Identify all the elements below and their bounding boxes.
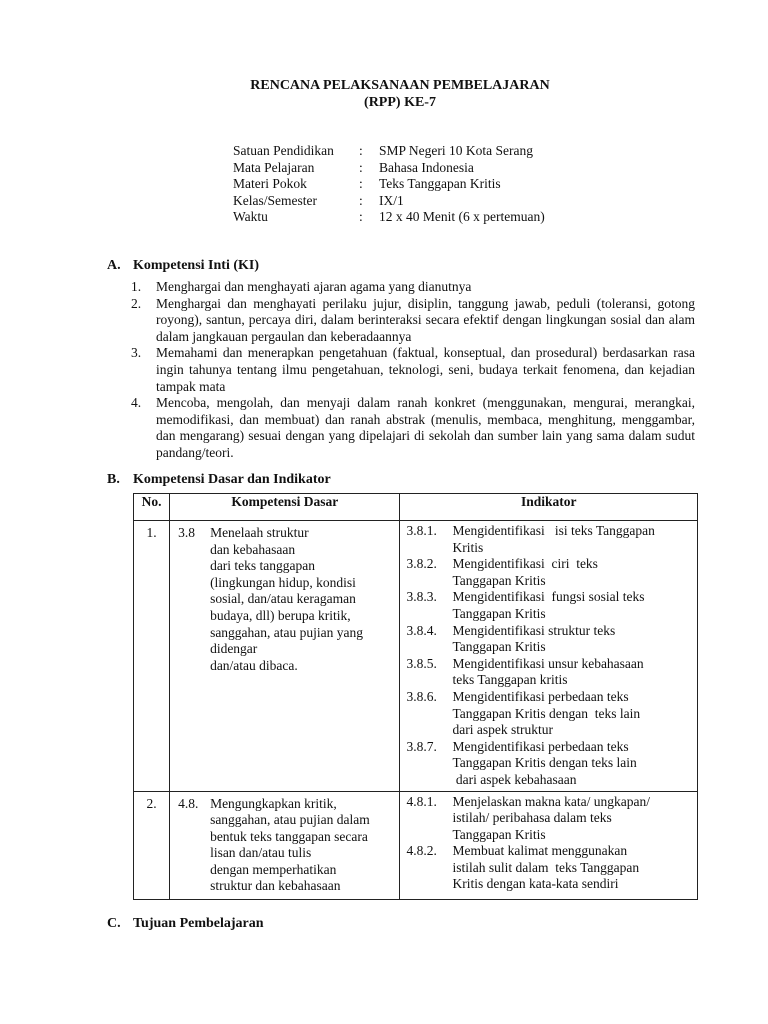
- indicator-line: Tanggapan Kritis: [452, 572, 546, 588]
- indicator-text: [452, 739, 693, 789]
- ki-list: [131, 279, 695, 462]
- identity-value: IX/1: [379, 192, 404, 208]
- indicator-code: 4.8.2.: [406, 843, 437, 859]
- indicator-line: Menjelaskan makna kata/ ungkapan/: [452, 793, 651, 809]
- indicator-cell: [400, 791, 698, 900]
- list-item-number: 2.: [131, 295, 142, 311]
- identity-row: [233, 193, 653, 210]
- indicator-code: 3.8.6.: [406, 688, 437, 704]
- kd-first-line: [178, 525, 395, 542]
- indicator-code: 3.8.5.: [406, 655, 437, 671]
- kd-line: sanggahan, atau pujian yang: [210, 624, 364, 640]
- identity-label: Kelas/Semester: [233, 192, 317, 208]
- indicator-text: [452, 556, 693, 589]
- indicator-line: Kritis dengan kata-kata sendiri: [452, 876, 619, 892]
- kd-line: didengar: [210, 641, 258, 657]
- indicator-line: Tanggapan Kritis: [452, 605, 546, 621]
- indicator-item: [406, 523, 693, 556]
- identity-value: Teks Tanggapan Kritis: [379, 176, 501, 192]
- list-item: [131, 395, 695, 461]
- indicator-line: Tanggapan Kritis: [452, 639, 546, 655]
- indicator-item: [406, 623, 693, 656]
- kd-first-text: Mengungkapkan kritik,: [210, 795, 337, 811]
- kd-line: dan/atau dibaca.: [210, 657, 298, 673]
- indicator-line: istilah/ peribahasa dalam teks: [452, 810, 612, 826]
- section-c-title: Tujuan Pembelajaran: [133, 916, 264, 931]
- kd-code: 3.8: [178, 525, 195, 540]
- indicator-code: 3.8.1.: [406, 523, 437, 538]
- identity-row: [233, 176, 653, 193]
- kd-line: (lingkungan hidup, kondisi: [210, 574, 356, 590]
- indicator-line: Mengidentifikasi struktur teks: [452, 622, 616, 638]
- indicator-text: [452, 589, 693, 622]
- list-item: [131, 296, 695, 346]
- list-item-text: Memahami dan menerapkan pengetahuan (faktual, konseptual, dan prosedural) berdasarkan rasa ingin tahunya tentang ilmu pengetahuan, teknologi, seni, budaya terkait fenomena, dan kejadian tampak mata: [156, 345, 695, 394]
- indicator-line: Mengidentifikasi ciri teks: [452, 556, 598, 572]
- indicator-text: [452, 689, 693, 739]
- identity-value: 12 x 40 Menit (6 x pertemuan): [379, 209, 545, 225]
- kd-line: struktur dan kebahasaan: [210, 878, 341, 894]
- indicator-code: 3.8.2.: [406, 556, 437, 572]
- list-item: [131, 279, 695, 296]
- list-item-number: 4.: [131, 395, 142, 411]
- kd-line: sanggahan, atau pujian dalam: [210, 812, 370, 828]
- indicator-text: [452, 843, 693, 893]
- indicator-code: 3.8.4.: [406, 622, 437, 638]
- indicator-line: Mengidentifikasi perbedaan teks: [452, 688, 629, 704]
- table-row: [134, 521, 698, 792]
- list-item-text: Menghargai dan menghayati ajaran agama yang dianutnya: [156, 279, 472, 294]
- indicator-item: [406, 689, 693, 739]
- indicator-line: Mengidentifikasi perbedaan teks: [452, 738, 629, 754]
- identity-label: Materi Pokok: [233, 176, 307, 192]
- identity-colon: :: [359, 176, 363, 192]
- kd-line: dari teks tanggapan: [210, 558, 316, 574]
- indicator-line: Membuat kalimat menggunakan: [452, 843, 628, 859]
- indicator-item: [406, 656, 693, 689]
- indicator-line: istilah sulit dalam teks Tanggapan: [452, 859, 640, 875]
- kd-cell: [170, 521, 400, 792]
- indicator-line: Kritis: [452, 539, 484, 555]
- section-c-heading: [107, 916, 264, 933]
- indicator-text: [452, 656, 693, 689]
- indicator-line: Mengidentifikasi isi teks Tanggapan: [452, 523, 655, 538]
- indicator-text: [452, 794, 693, 844]
- indicator-line: Mengidentifikasi fungsi sosial teks: [452, 589, 645, 605]
- indicator-item: [406, 589, 693, 622]
- row-number: 2.: [134, 791, 170, 900]
- indicator-item: [406, 556, 693, 589]
- list-item-number: 1.: [131, 279, 142, 294]
- kd-line: sosial, dan/atau keragaman: [210, 591, 356, 607]
- identity-value: SMP Negeri 10 Kota Serang: [379, 143, 533, 158]
- indicator-line: Mengidentifikasi unsur kebahasaan: [452, 655, 644, 671]
- indicator-code: 4.8.1.: [406, 793, 437, 809]
- identity-colon: :: [359, 143, 363, 158]
- header-no: No.: [134, 494, 170, 521]
- kd-first-line: [178, 796, 395, 813]
- indicator-text: [452, 623, 693, 656]
- indicator-code: 3.8.7.: [406, 738, 437, 754]
- indicator-line: dari aspek kebahasaan: [452, 771, 577, 787]
- identity-label: Mata Pelajaran: [233, 159, 315, 175]
- identity-colon: :: [359, 192, 363, 208]
- identity-row: [233, 209, 653, 226]
- section-b-letter: B.: [107, 472, 120, 487]
- section-a-letter: A.: [107, 258, 121, 273]
- indicator-line: Tanggapan Kritis dengan teks lain: [452, 755, 637, 771]
- header-kd: Kompetensi Dasar: [170, 494, 400, 521]
- list-item-text: Menghargai dan menghayati perilaku jujur, disiplin, tanggung jawab, peduli (toleransi, gotong royong), santun, percaya diri, dalam berinteraksi secara efektif dengan lingkungan sosial dan alam dalam jangkauan pergaulan dan keberadaannya: [156, 295, 695, 344]
- kd-line: dengan memperhatikan: [210, 861, 337, 877]
- row-number: 1.: [134, 521, 170, 792]
- kd-first-text: Menelaah struktur: [210, 525, 309, 540]
- kd-cell: [170, 791, 400, 900]
- identity-label: Satuan Pendidikan: [233, 143, 334, 158]
- identity-colon: :: [359, 209, 363, 225]
- section-a-heading: [107, 258, 259, 275]
- indicator-line: teks Tanggapan kritis: [452, 672, 568, 688]
- kd-line: budaya, dll) berupa kritik,: [210, 607, 351, 623]
- kd-line: lisan dan/atau tulis: [210, 845, 312, 861]
- identity-row: [233, 160, 653, 177]
- section-a-title: Kompetensi Inti (KI): [133, 258, 259, 273]
- identity-row: [233, 143, 653, 160]
- table-header-row: [134, 494, 698, 521]
- title-line-2: (RPP) KE-7: [364, 95, 436, 110]
- table-row: [134, 791, 698, 900]
- indicator-cell: [400, 521, 698, 792]
- indicator-line: dari aspek struktur: [452, 722, 553, 738]
- list-item: [131, 345, 695, 395]
- section-b-heading: [107, 472, 331, 489]
- indicator-text: [452, 523, 693, 556]
- identity-value: Bahasa Indonesia: [379, 159, 474, 175]
- header-indicator: Indikator: [400, 494, 698, 521]
- identity-block: [233, 143, 653, 226]
- section-b-title: Kompetensi Dasar dan Indikator: [133, 472, 331, 487]
- kd-line: dan kebahasaan: [210, 541, 296, 557]
- list-item-number: 3.: [131, 345, 142, 361]
- identity-label: Waktu: [233, 209, 268, 225]
- indicator-line: Tanggapan Kritis: [452, 826, 546, 842]
- indicator-item: [406, 843, 693, 893]
- identity-colon: :: [359, 159, 363, 175]
- kd-indicator-table: [133, 493, 698, 900]
- indicator-item: [406, 739, 693, 789]
- indicator-code: 3.8.3.: [406, 589, 437, 605]
- indicator-line: Tanggapan Kritis dengan teks lain: [452, 705, 641, 721]
- list-item-text: Mencoba, mengolah, dan menyaji dalam ranah konkret (menggunakan, mengurai, merangkai, memodifikasi, dan membuat) dan ranah abstrak (menulis, membaca, menghitung, menggambar, dan mengarang) sesuai dengan yang dipelajari di sekolah dan sumber lain yang sama dalam sudut pandang/teori.: [156, 395, 695, 460]
- indicator-item: [406, 794, 693, 844]
- kd-code: 4.8.: [178, 795, 199, 811]
- section-c-letter: C.: [107, 916, 121, 931]
- title-line-1: RENCANA PELAKSANAAN PEMBELAJARAN: [250, 78, 550, 93]
- kd-line: bentuk teks tanggapan secara: [210, 828, 368, 844]
